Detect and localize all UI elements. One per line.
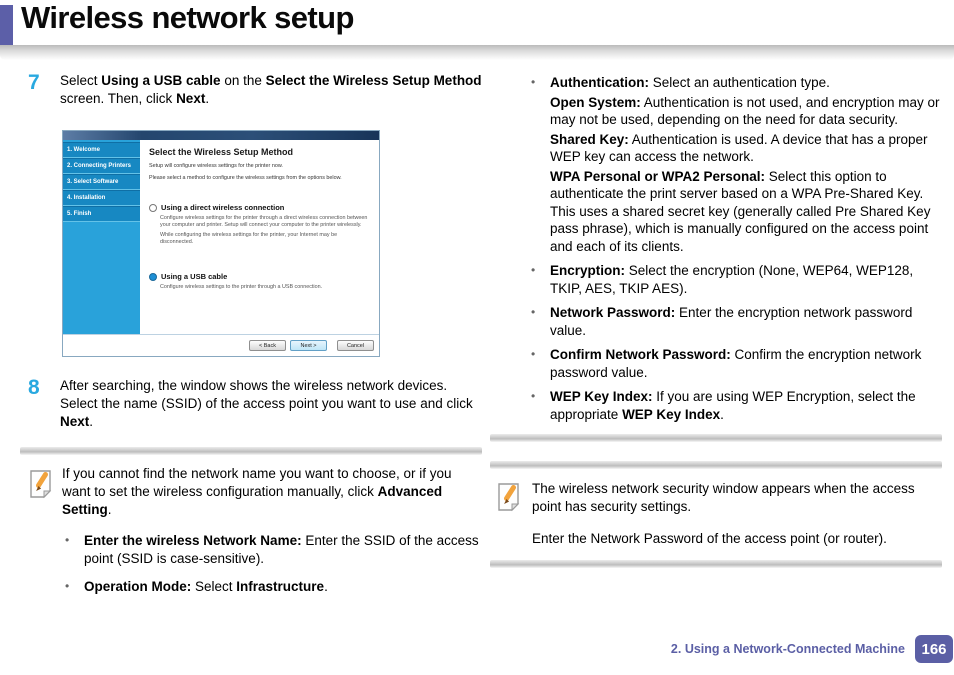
option-label: Using a USB cable	[161, 272, 228, 281]
option-usb-cable	[149, 272, 370, 291]
note-paragraph: Enter the Network Password of the access point (or router).	[532, 531, 887, 546]
step-text: After searching, the window shows the wireless network devices. Select the name (SSID) of the access point you want to use and click Next.	[60, 378, 473, 429]
section-divider-bar	[490, 434, 942, 442]
radio-usb-cable[interactable]	[149, 273, 157, 281]
cancel-button[interactable]: Cancel	[337, 340, 374, 351]
note-body	[532, 480, 942, 548]
bullet-dot: •	[531, 75, 536, 89]
wizard-step-finish: 5. Finish	[63, 206, 140, 222]
page-title: Wireless network setup	[21, 0, 354, 35]
header-accent-bar	[0, 5, 13, 45]
header-shadow	[0, 45, 954, 60]
bullet-dot: •	[531, 389, 536, 403]
option-direct-wireless	[149, 203, 370, 246]
bullet-dot: •	[65, 533, 70, 547]
back-button[interactable]: < Back	[249, 340, 286, 351]
step-text: Select Using a USB cable on the Select the Wireless Setup Method screen. Then, click Next.	[60, 73, 482, 106]
list-item: • Enter the wireless Network Name: Enter the SSID of the access point (SSID is case-sensitive).	[62, 532, 482, 568]
bullet-dot: •	[531, 305, 536, 319]
note-divider-bar	[490, 560, 942, 568]
page-footer	[671, 635, 954, 663]
wizard-screenshot	[62, 130, 380, 357]
list-item: • Encryption: Select the encryption (None, WEP64, WEP128, TKIP, AES, TKIP AES).	[528, 262, 942, 299]
bullet-dot: •	[531, 263, 536, 277]
step-7	[20, 72, 482, 108]
list-item: • Operation Mode: Select Infrastructure.	[62, 578, 482, 596]
option-description: Configure wireless settings to the printer through a USB connection.	[160, 284, 323, 290]
pencil-note-icon	[28, 469, 54, 606]
list-item: • Confirm Network Password: Confirm the encryption network password value.	[528, 346, 942, 383]
note-right	[490, 469, 942, 560]
pencil-note-icon	[496, 482, 522, 548]
wizard-body	[63, 140, 379, 335]
step-8	[20, 377, 482, 431]
note-divider-bar	[20, 447, 482, 455]
option-description: Configure wireless settings for the printer through a direct wireless connection between your computer and printer. Setup will connect your computer to the printer wirelessly.	[160, 215, 368, 228]
wizard-step-connecting-printers: 2. Connecting Printers	[63, 158, 140, 174]
wizard-step-welcome: 1. Welcome	[63, 142, 140, 158]
option-label: Using a direct wireless connection	[161, 203, 285, 212]
note-paragraph: If you cannot find the network name you want to choose, or if you want to set the wireless configuration manually, click Advanced Setting.	[62, 466, 452, 517]
wizard-sidebar	[63, 140, 140, 335]
left-column	[20, 72, 482, 606]
wizard-step-installation: 4. Installation	[63, 190, 140, 206]
chapter-title: 2. Using a Network-Connected Machine	[670, 642, 905, 656]
list-item: • Network Password: Enter the encryption network password value.	[528, 304, 942, 341]
radio-direct-wireless[interactable]	[149, 204, 157, 212]
wizard-step-select-software: 3. Select Software	[63, 174, 140, 190]
wizard-intro-line1: Setup will configure wireless settings for the printer now.	[149, 163, 283, 169]
list-item: • Authentication: Select an authentication type. Open System: Authentication is not used, and encryption may or may not be used, depending on the need for data security. Shared Key: Authentication is used. A device that has a proper WEP key can access the network. WPA Personal or WPA2 Personal: Select this option to authenticate the print server based on a WPA Pre-Shared Key. This uses a shared secret key (generally called Pre Shared Key pass phrase), which is manually configured on the access point and each of its clients.	[528, 74, 942, 257]
list-item: • WEP Key Index: If you are using WEP Encryption, select the appropriate WEP Key Index.	[528, 388, 942, 425]
bullet-dot: •	[65, 579, 70, 593]
next-button[interactable]: Next >	[290, 340, 327, 351]
note-body	[62, 465, 482, 606]
wizard-main	[140, 140, 379, 335]
note-paragraph: The wireless network security window appears when the access point has security settings.	[532, 481, 915, 514]
option-description: While configuring the wireless settings for the printer, your Internet may be disconnected.	[160, 232, 338, 245]
wizard-footer	[63, 334, 379, 356]
wizard-titlebar	[63, 131, 379, 140]
wizard-heading: Select the Wireless Setup Method	[149, 147, 293, 157]
note-bullet-list	[62, 532, 482, 596]
wizard-intro-line2: Please select a method to configure the wireless settings from the options below.	[149, 175, 342, 181]
right-column	[490, 74, 942, 568]
step-number: 8	[28, 376, 40, 399]
page-number-badge: 166	[915, 635, 953, 663]
settings-bullet-list	[490, 74, 942, 425]
bullet-dot: •	[531, 347, 536, 361]
note-left	[20, 465, 482, 606]
step-number: 7	[28, 71, 40, 94]
note-divider-bar	[490, 461, 942, 469]
